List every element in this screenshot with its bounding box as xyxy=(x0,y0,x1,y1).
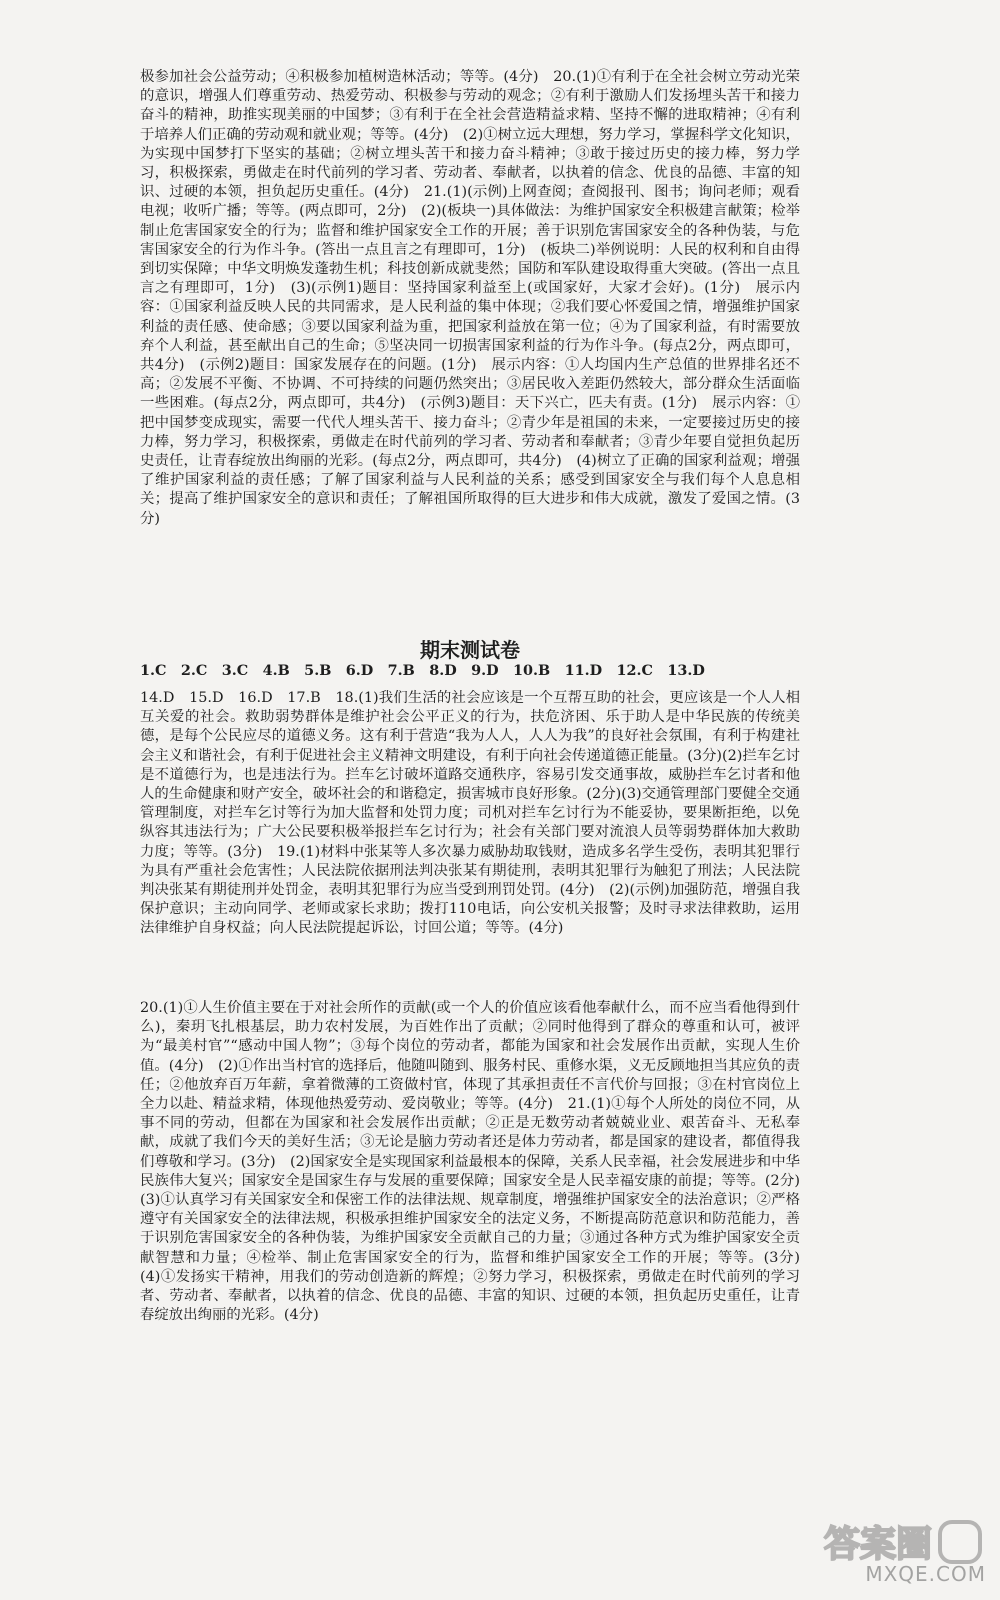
answer-paragraph-questions-14-19: 14.D 15.D 16.D 17.B 18.(1)我们生活的社会应该是一个互帮互助的社会，更应该是一个人人相互关爱的社会。救助弱势群体是维护社会公平正义的行为，扶危济困、乐于助人是中华民族的传统美德，是每个公民应尽的道德义务。这有利于营造“我为人人，人人为我”的良好社会氛围，有利于构建社会主义和谐社会，有利于促进社会主义精神文明建设，有利于向社会传递道德正能量。(3分)(2)拦车乞讨是不道德行为，也是违法行为。拦车乞讨破坏道路交通秩序，容易引发交通事故，威胁拦车乞讨者和他人的生命健康和财产安全，破坏社会的和谐稳定，损害城市良好形象。(2分)(3)交通管理部门要健全交通管理制度，对拦车乞讨等行为加大监督和处罚力度；司机对拦车乞讨行为不能妥协，要果断拒绝，以免纵容其违法行为；广大公民要积极举报拦车乞讨行为；社会有关部门要对流浪人员等弱势群体加大救助力度；等等。(3分) 19.(1)材料中张某等人多次暴力威胁劫取钱财，造成多名学生受伤，表明其犯罪行为具有严重社会危害性；人民法院依据刑法判决张某有期徒刑，表明其犯罪行为触犯了刑法；人民法院判决张某有期徒刑并处罚金，表明其犯罪行为应当受到刑罚处罚。(4分) (2)(示例)加强防范，增强自我保护意识；主动向同学、老师或家长求助；拨打110电话，向公安机关报警；及时寻求法律救助，运用法律维护自身权益；向人民法院提起诉讼，讨回公道；等等。(4分) xyxy=(140,690,800,937)
site-watermark xyxy=(818,1520,988,1586)
watermark-logo xyxy=(822,1520,984,1564)
watermark-logo-text: 答案圈 xyxy=(824,1524,933,1564)
section-heading-final-exam: 期末测试卷 xyxy=(420,638,520,662)
answer-paragraph-questions-20-21: 20.(1)①人生价值主要在于对社会所作的贡献(或一个人的价值应该看他奉献什么，而不应当看他得到什么)，秦玥飞扎根基层，助力农村发展，为百姓作出了贡献；②同时他得到了群众的尊重和认可，被评为“最美村官”“感动中国人物”；③每个岗位的劳动者，都能为国家和社会发展作出贡献，实现人生价值。(4分) (2)①作出当村官的选择后，他随叫随到、服务村民、重修水渠，义无反顾地担当其应负的责任；②他放弃百万年薪，拿着微薄的工资做村官，体现了其承担责任不言代价与回报；③在村官岗位上全力以赴、精益求精，体现他热爱劳动、爱岗敬业；等等。(4分) 21.(1)①每个人所处的岗位不同，从事不同的劳动，但都在为国家和社会发展作出贡献；②正是无数劳动者兢兢业业、艰苦奋斗、无私奉献，成就了我们今天的美好生活；③无论是脑力劳动者还是体力劳动者，都是国家的建设者，都值得我们尊敬和学习。(3分) (2)国家安全是实现国家利益最根本的保障，关系人民幸福，社会发展进步和中华民族伟大复兴；国家安全是国家生存与发展的重要保障；国家安全是人民幸福安康的前提；等等。(2分) (3)①认真学习有关国家安全和保密工作的法律法规、规章制度，增强维护国家安全的法治意识；②严格遵守有关国家安全的法律法规，积极承担维护国家安全的法定义务，不断提高防范意识和防范能力，善于识别危害国家安全的各种伪装，为维护国家安全贡献自己的力量；③通过各种方式为维护国家安全贡献智慧和力量；④检举、制止危害国家安全的行为，监督和维护国家安全工作的开展；等等。(3分) (4)①发扬实干精神，用我们的劳动创造新的辉煌；②努力学习，积极探索，勇做走在时代前列的学习者、劳动者、奉献者，以执着的信念、优良的品德、丰富的知识、过硬的本领，担负起历史重任，让青春绽放出绚丽的光彩。(4分) xyxy=(140,1000,815,1324)
watermark-url: MXQE.COM xyxy=(865,1562,986,1586)
multiple-choice-answers: 1.C 2.C 3.C 4.B 5.B 6.D 7.B 8.D 9.D 10.B 11.D 12.C 13.D xyxy=(140,662,705,679)
answer-paragraph-unit-review: 极参加社会公益劳动；④积极参加植树造林活动；等等。(4分) 20.(1)①有利于在全社会树立劳动光荣的意识，增强人们尊重劳动、热爱劳动、积极参与劳动的观念；②有利于激励人们发扬埋头苦干和接力奋斗的精神，助推实现美丽的中国梦；③有利于在全社会营造精益求精、坚持不懈的进取精神；④有利于培养人们正确的劳动观和就业观；等等。(4分) (2)①树立远大理想，努力学习，掌握科学文化知识，为实现中国梦打下坚实的基础；②树立埋头苦干和接力奋斗精神；③敢于接过历史的接力棒，努力学习，积极探索，勇做走在时代前列的学习者、劳动者、奉献者，以执着的信念、优良的品德、丰富的知识、过硬的本领，担负起历史重任。(4分) 21.(1)(示例)上网查阅；查阅报刊、图书；询问老师；观看电视；收听广播；等等。(两点即可，2分) (2)(板块一)具体做法：为维护国家安全积极建言献策；检举制止危害国家安全的行为；监督和维护国家安全工作的开展；善于识别危害国家安全的各种伪装，与危害国家安全的行为作斗争。(答出一点且言之有理即可，1分) (板块二)举例说明：人民的权利和自由得到切实保障；中华文明焕发蓬勃生机；科技创新成就斐然；国防和军队建设取得重大突破。(答出一点且言之有理即可，1分) (3)(示例1)题目：坚持国家利益至上(或国家好，大家才会好)。(1分) 展示内容：①国家利益反映人民的共同需求，是人民利益的集中体现；②我们要心怀爱国之情，增强维护国家利益的责任感、使命感；③要以国家利益为重，把国家利益放在第一位；④为了国家利益，有时需要放弃个人利益，甚至献出自己的生命；⑤坚决同一切损害国家利益的行为作斗争。(每点2分，两点即可，共4分) (示例2)题目：国家发展存在的问题。(1分) 展示内容：①人均国内生产总值的世界排名还不高；②发展不平衡、不协调、不可持续的问题仍然突出；③居民收入差距仍然较大，部分群众生活面临一些困难。(每点2分，两点即可，共4分) (示例3)题目：天下兴亡，匹夫有责。(1分) 展示内容：①把中国梦变成现实，需要一代代人埋头苦干、接力奋斗；②青少年是祖国的未来，一定要接过历史的接力棒，努力学习，积极探索，勇做走在时代前列的学习者、劳动者和奉献者；③青少年要自觉担负起历史责任，让青春绽放出绚丽的光彩。(每点2分，两点即可，共4分) (4)树立了正确的国家利益观；增强了维护国家利益的责任感；了解了国家利益与人民利益的关系；感受到国家安全与我们每个人息息相关；提高了维护国家安全的意识和责任；了解祖国所取得的巨大进步和伟大成就，激发了爱国之情。(3分) xyxy=(140,69,800,527)
